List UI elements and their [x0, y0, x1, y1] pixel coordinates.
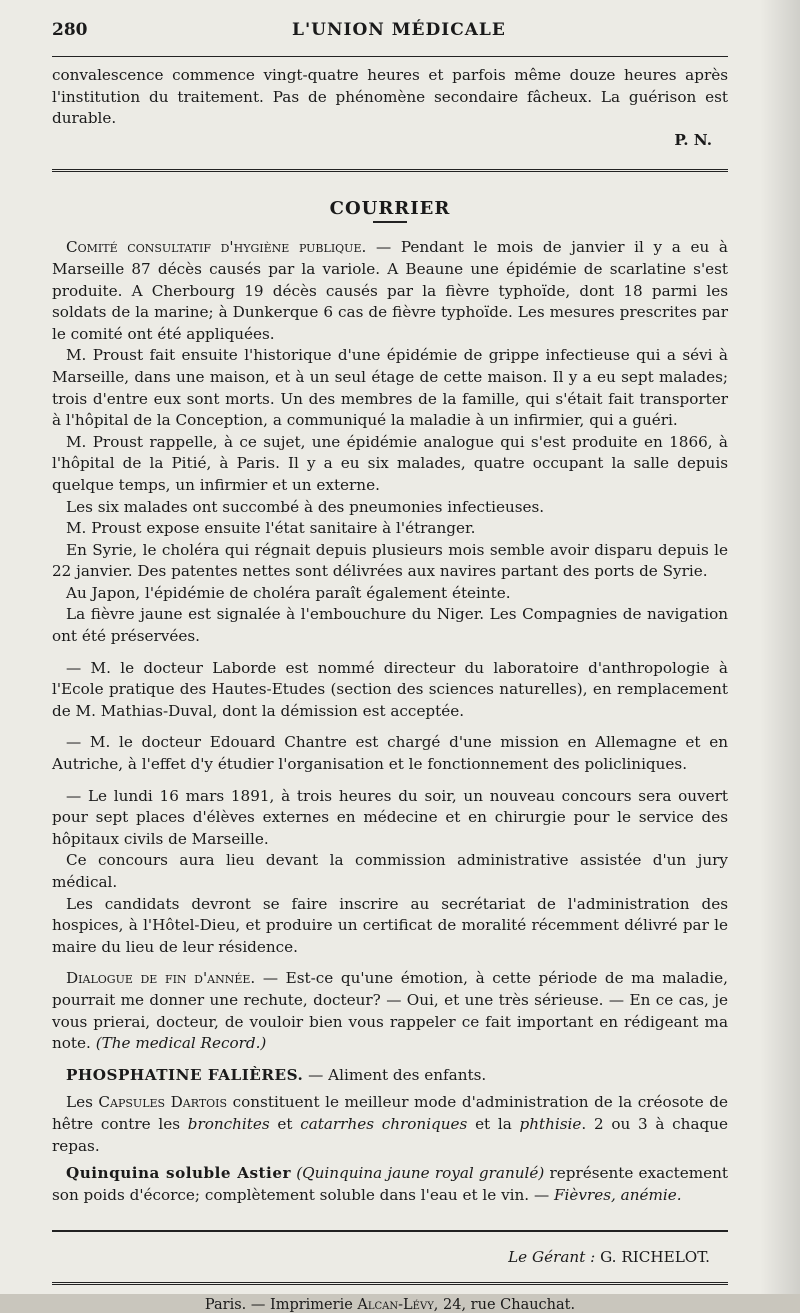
ad-phosphatine: [52, 1065, 728, 1087]
footer-rule-top: [52, 1230, 728, 1232]
imprint-pre: Paris. — Imprimerie: [204, 1297, 358, 1313]
ad-quinquina-indications: Fièvres, anémie.: [553, 1185, 682, 1204]
section-title: COURRIER: [329, 198, 451, 220]
ad-dartois-text-2: et: [269, 1114, 301, 1133]
dialogue-text: — Est-ce qu'une émotion, à cette période de ma maladie, pourrait me donner une rechute, docteur? — Oui, et une très sérieuse. — En ce cas, je vous prierai, docteur, de vouloir bien vous rappeler ce fait important en rédigeant ma note.: [52, 969, 729, 1053]
footer-rule-bottom: [52, 1282, 728, 1285]
ad-dartois-bronchites: bronchites: [187, 1114, 270, 1133]
ad-quinquina-text: représente exactement son poids d'écorce; complètement soluble dans l'eau et le vin. —: [52, 1164, 728, 1204]
ad-dartois-phthisie: phthisie: [519, 1114, 582, 1133]
news-concours: — Le lundi 16 mars 1891, à trois heures du soir, un nouveau concours sera ouvert pour sept places d'élèves externes en médecine et en chirurgie pour le service des hôpitaux civils de Marseille.: [52, 786, 728, 848]
ad-dartois-end: . 2 ou 3 à chaque repas.: [52, 1114, 728, 1155]
journal-title: L'UNION MÉDICALE: [292, 20, 506, 40]
news-jury: Ce concours aura lieu devant la commission administrative assistée d'un jury médical.: [52, 851, 728, 891]
imprint-printer: Alcan-Lévy: [357, 1297, 434, 1313]
comite-text: — Pendant le mois de janvier il y a eu à Marseille 87 décès causés par la variole. A Beaune une épidémie de scarlatine s'est produite. A Cherbourg 19 décès causés par la fièvre typhoïde, dont 18 parmi les soldats de la marine; à Dunkerque 6 cas de fièvre typhoïde. Les mesures prescrites par le comité ont été appliquées.: [52, 238, 728, 343]
gerant-name: G. RICHELOT.: [600, 1248, 710, 1267]
ad-dartois-catarrhes: catarrhes chroniques: [300, 1114, 468, 1133]
ad-dartois-text-1: constituent le meilleur mode d'administration de la créosote de hêtre contre les: [52, 1093, 728, 1133]
news-chantre: — M. le docteur Edouard Chantre est chargé d'une mission en Allemagne et en Autriche, à l'effet d'y étudier l'organisation et le fonctionnement des policliniques.: [52, 733, 728, 774]
dialogue-source: (The medical Record.): [95, 1034, 267, 1053]
comite-fievre-jaune: La fièvre jaune est signalée à l'embouchure du Niger. Les Compagnies de navigation ont été préservées.: [52, 605, 728, 646]
ad-quinquina: [52, 1163, 728, 1206]
comite-paragraph: [52, 237, 728, 345]
news-candidats: Les candidats devront se faire inscrire au secrétariat de l'administration des hospices, à l'Hôtel-Dieu, et produire un certificat de moralité récemment délivré par le maire du lieu de leur résidence.: [52, 894, 728, 956]
imprint-line: [52, 1297, 728, 1313]
news-laborde: — M. le docteur Laborde est nommé directeur du laboratoire d'anthropologie à l'Ecole pratique des Hautes-Etudes (section des sciences naturelles), en remplacement de M. Mathias-Duval, dont la démission est acceptée.: [52, 658, 728, 720]
ad-dartois-pre: Les: [66, 1093, 99, 1112]
intro-paragraph: convalescence commence vingt-quatre heures et parfois même douze heures après l'institution du traitement. Pas de phénomène secondaire fâcheux. La guérison est durable.: [52, 66, 728, 128]
comite-heading: Comité consultatif d'hygiène publique.: [66, 238, 367, 257]
comite-japon: Au Japon, l'épidémie de choléra paraît également éteinte.: [66, 583, 511, 602]
section-title-rule: [373, 221, 407, 223]
comite-proust-grippe: M. Proust fait ensuite l'historique d'une épidémie de grippe infectieuse qui a sévi à Marseille, dans une maison, et à un seul étage de cette maison. Il y a eu sept malades; trois d'entre eux sont morts. Un des membres de la famille, qui s'était fait transporter à l'hôpital de la Conception, a communiqué la maladie à un infirmier, qui a guéri.: [52, 346, 728, 430]
page-number: 280: [52, 20, 88, 40]
comite-proust-pitie: M. Proust rappelle, à ce sujet, une épidémie analogue qui s'est produite en 1866, à l'hôpital de la Pitié, à Paris. Il y a eu six malades, quatre occupant la salle depuis quelque temps, un infirmier et un externe.: [52, 432, 728, 494]
ad-dartois-brand: Capsules Dartois: [98, 1093, 228, 1112]
ad-dartois: [52, 1092, 728, 1157]
section-divider: [52, 169, 728, 172]
running-header: [52, 20, 728, 50]
ad-quinquina-paren: (Quinquina jaune royal granulé): [296, 1164, 545, 1183]
gerant-line: [52, 1248, 728, 1266]
imprint-post: , 24, rue Chauchat.: [433, 1297, 576, 1313]
comite-syrie: En Syrie, le choléra qui régnait depuis plusieurs mois semble avoir disparu depuis le 22 janvier. Des patentes nettes sont délivrées aux navires partant des ports de Syrie.: [52, 540, 728, 581]
ad-phosphatine-brand: PHOSPHATINE FALIÈRES.: [66, 1065, 304, 1084]
comite-etat-sanitaire: M. Proust expose ensuite l'état sanitaire à l'étranger.: [66, 519, 476, 538]
dialogue-paragraph: [52, 968, 728, 1054]
intro-signature: P. N.: [674, 130, 712, 149]
ad-phosphatine-text: — Aliment des enfants.: [303, 1065, 487, 1084]
ad-quinquina-brand: Quinquina soluble Astier: [66, 1164, 291, 1183]
gerant-label: Le Gérant :: [508, 1248, 601, 1267]
dialogue-heading: Dialogue de fin d'année.: [66, 969, 256, 988]
ad-dartois-text-3: et la: [467, 1114, 520, 1133]
comite-pneumonies: Les six malades ont succombé à des pneumonies infectieuses.: [66, 497, 545, 516]
